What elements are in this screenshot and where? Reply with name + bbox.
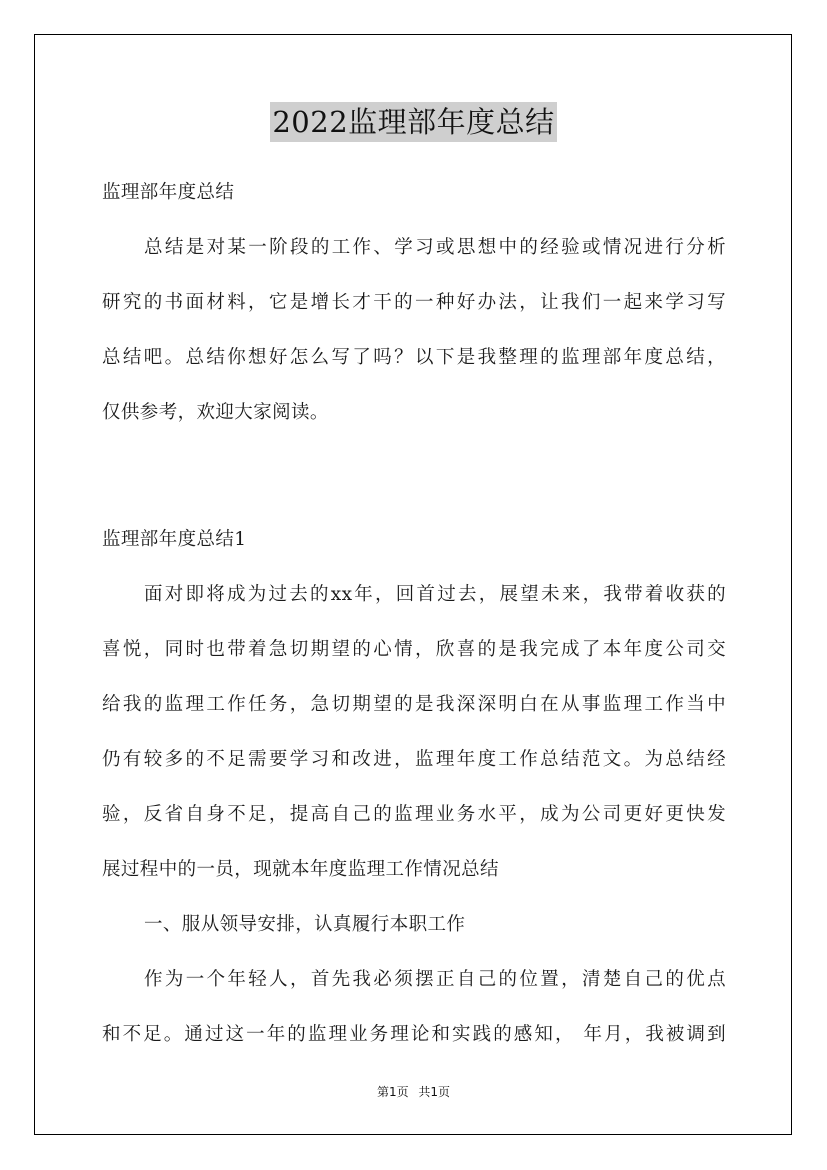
spacer [102,668,726,687]
spacer [102,211,726,230]
page-footer [0,1083,827,1100]
paragraph-line: 面对即将成为过去的xx年，回首过去，展望未来，我带着收获的 [144,584,726,605]
spacer [102,833,726,852]
document-body [102,175,726,1053]
spacer [102,558,726,577]
paragraph-line: 给我的监理工作任务，急切期望的是我深深明白在从事监理工作当中 [102,694,726,715]
paragraph-line: 总结是对某一阶段的工作、学习或思想中的经验或情况进行分析 [144,237,726,258]
spacer [102,467,726,503]
spacer [102,431,726,467]
spacer [102,943,726,962]
spacer [102,613,726,632]
spacer [102,266,726,285]
spacer [102,778,726,797]
page-number: 第1页 共1页 [376,1085,451,1099]
section-heading: 监理部年度总结1 [102,529,247,550]
paragraph-line: 展过程中的一员，现就本年度监理工作情况总结 [102,859,499,880]
spacer [102,723,726,742]
document-title: 2022监理部年度总结 [270,102,556,142]
paragraph-line: 总结吧。总结你想好怎么写了吗？以下是我整理的监理部年度总结， [102,347,726,368]
paragraph-line: 研究的书面材料，它是增长才干的一种好办法，让我们一起来学习写 [102,292,726,313]
paragraph-line: 仍有较多的不足需要学习和改进，监理年度工作总结范文。为总结经 [102,749,726,770]
paragraph-line: 验，反省自身不足，提高自己的监理业务水平，成为公司更好更快发 [102,804,726,825]
paragraph-line: 仅供参考，欢迎大家阅读。 [102,402,329,423]
title-container [0,102,827,142]
spacer [102,376,726,395]
spacer [102,998,726,1017]
spacer [102,321,726,340]
subsection-heading: 一、服从领导安排，认真履行本职工作 [144,914,466,935]
paragraph-line: 和不足。通过这一年的监理业务理论和实践的感知， 年月，我被调到 [102,1024,726,1045]
paragraph-line: 作为一个年轻人，首先我必须摆正自己的位置，清楚自己的优点 [144,969,726,990]
paragraph-line: 喜悦，同时也带着急切期望的心情，欣喜的是我完成了本年度公司交 [102,639,726,660]
section-heading: 监理部年度总结 [102,182,235,203]
spacer [102,503,726,522]
spacer [102,888,726,907]
